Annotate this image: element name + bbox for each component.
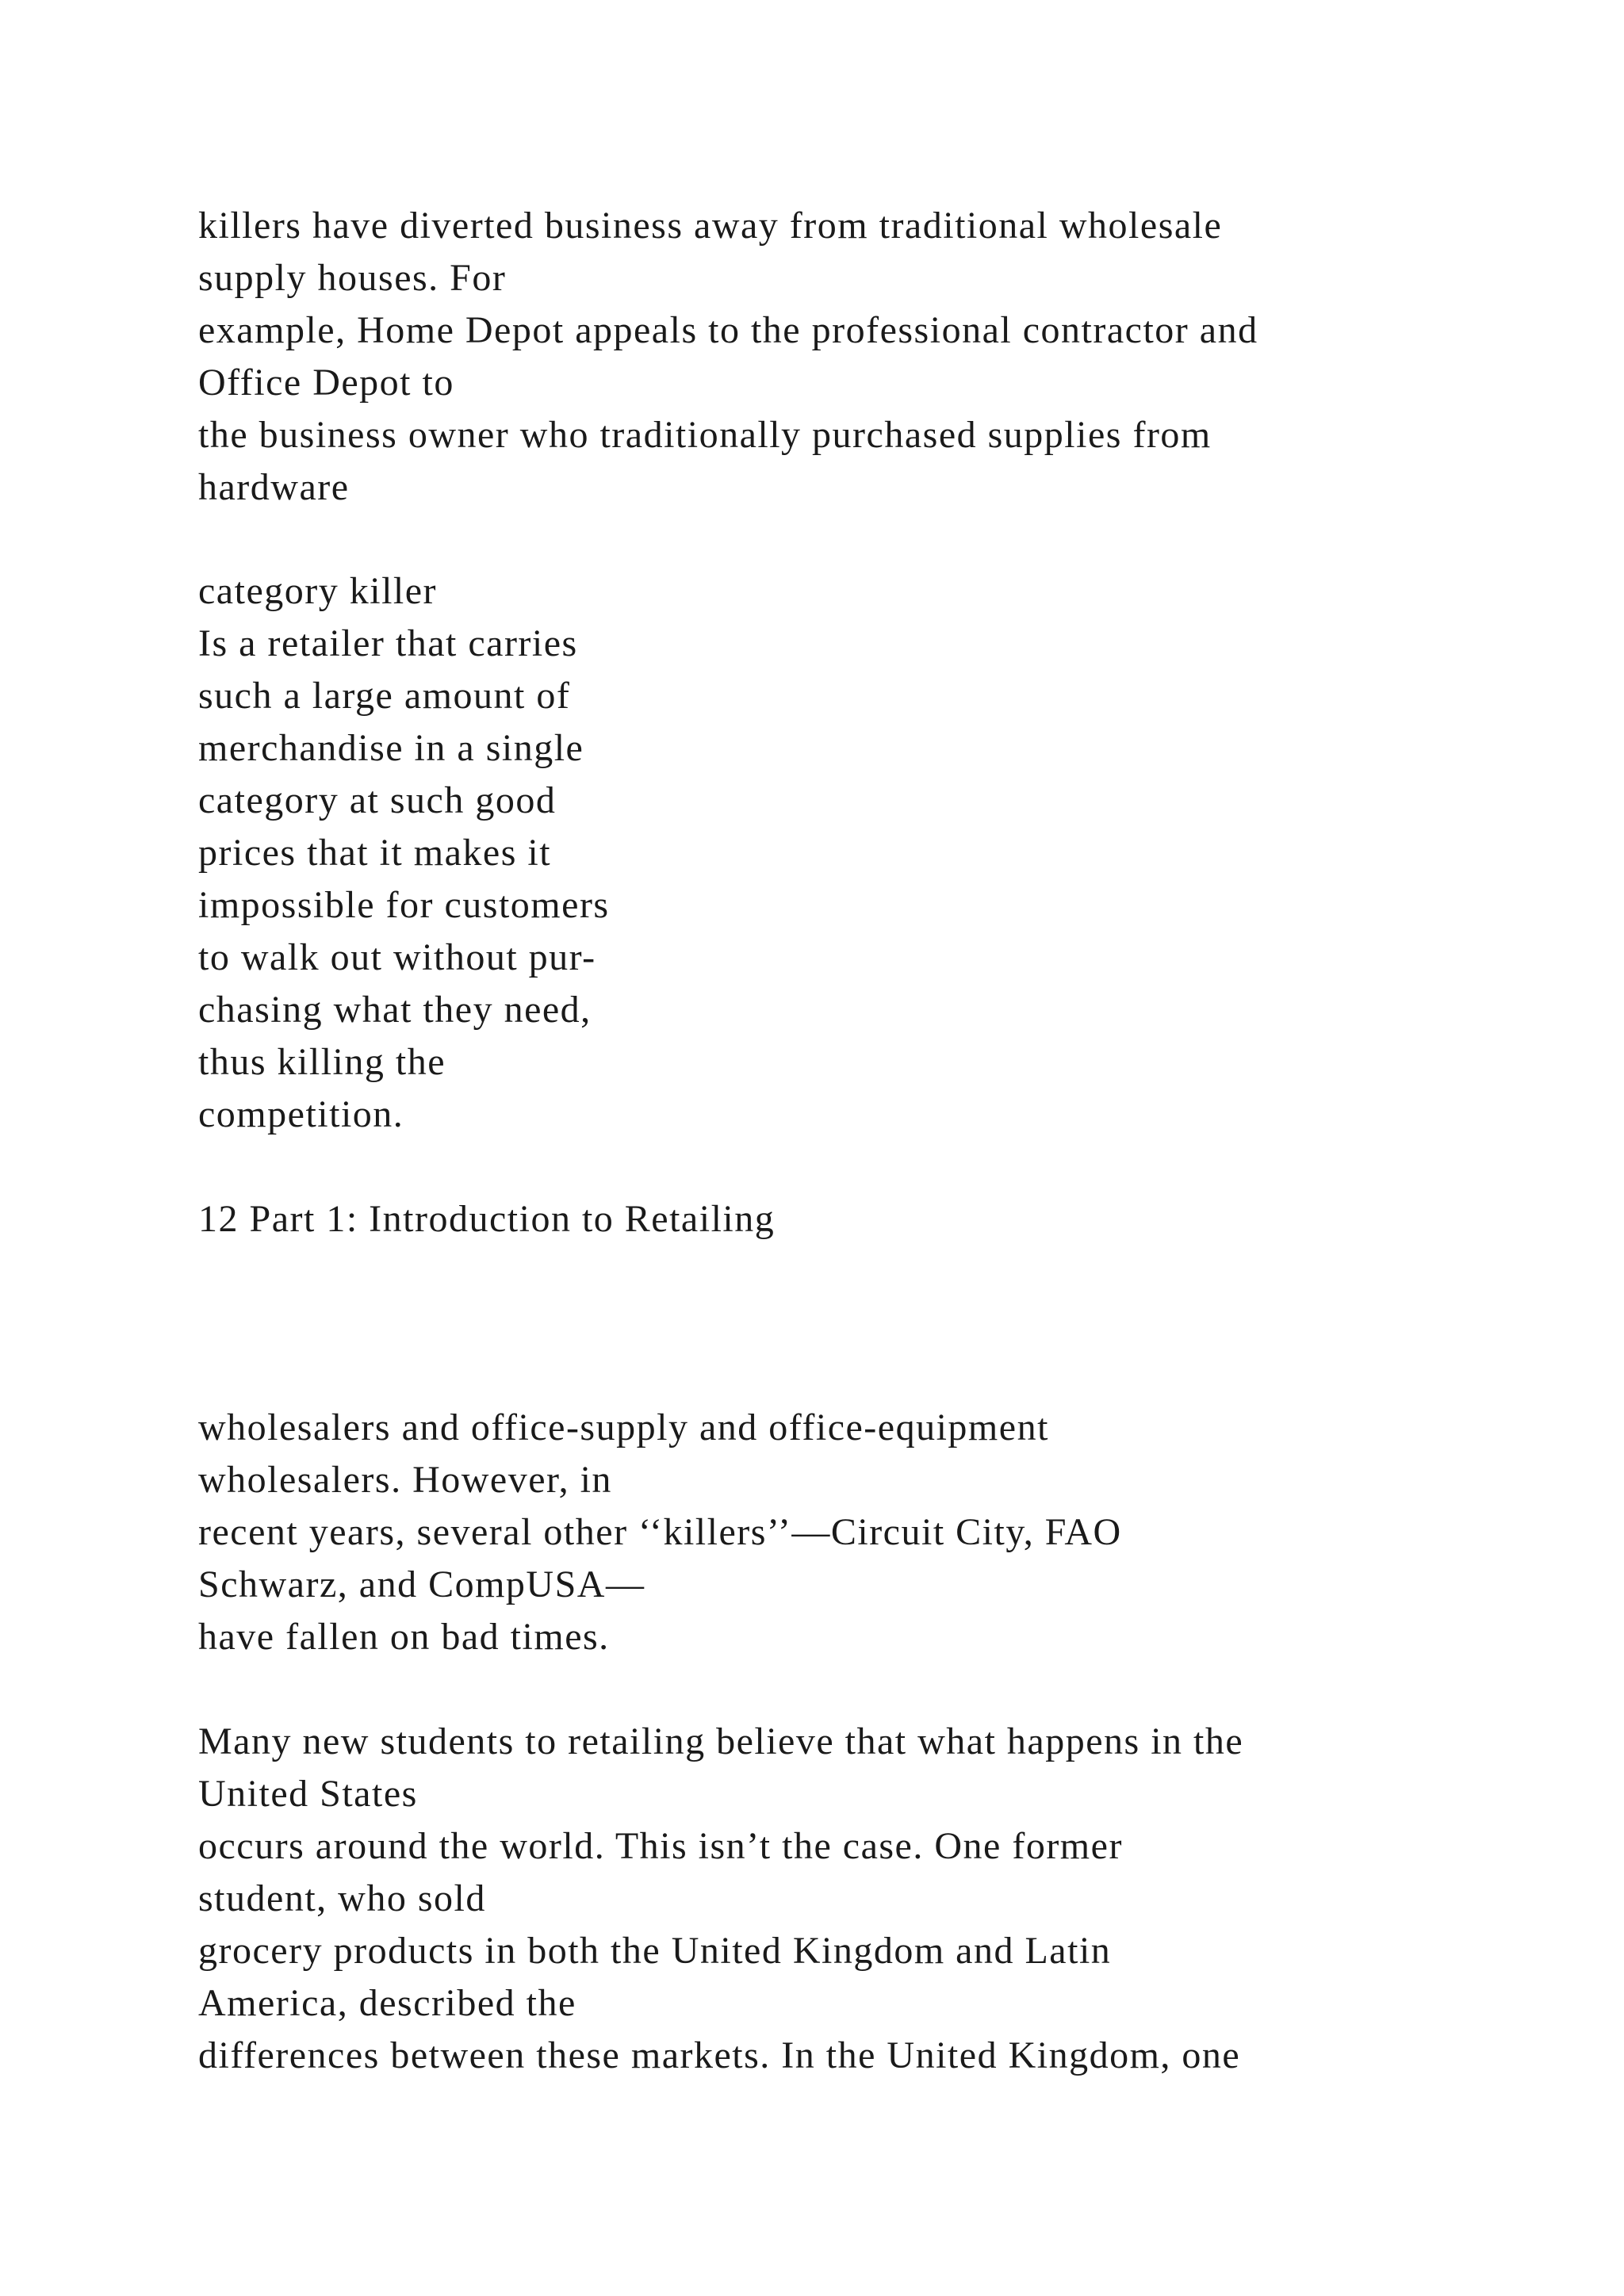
text-line: Office Depot to	[198, 362, 454, 404]
text-line: supply houses. For	[198, 257, 507, 299]
text-line: grocery products in both the United Kingdom and Latin	[198, 1930, 1112, 1972]
sidebar-line: to walk out without pur-	[198, 936, 596, 978]
text-line: have fallen on bad times.	[198, 1616, 610, 1658]
text-line: recent years, several other ‘‘killers’’—Circuit City, FAO	[198, 1511, 1122, 1553]
text-line: Schwarz, and CompUSA—	[198, 1563, 645, 1605]
text-line: occurs around the world. This isn’t the case. One former	[198, 1825, 1123, 1867]
sidebar-term: category killer	[198, 570, 438, 612]
sidebar-line: chasing what they need,	[198, 989, 592, 1031]
sidebar-line: impossible for customers	[198, 884, 610, 926]
text-line: student, who sold	[198, 1877, 486, 1919]
page-footer: 12 Part 1: Introduction to Retailing	[198, 1198, 776, 1240]
sidebar-line: thus killing the	[198, 1041, 446, 1083]
text-line: hardware	[198, 466, 350, 508]
sidebar-line: prices that it makes it	[198, 832, 552, 874]
sidebar-line: such a large amount of	[198, 675, 571, 717]
text-line: Many new students to retailing believe that what happens in the	[198, 1720, 1244, 1762]
sidebar-line: merchandise in a single	[198, 727, 584, 769]
text-line: wholesalers. However, in	[198, 1459, 612, 1501]
text-line: wholesalers and office-supply and office-equipment	[198, 1406, 1049, 1448]
text-line: America, described the	[198, 1982, 576, 2024]
sidebar-line: Is a retailer that carries	[198, 622, 578, 664]
text-line: differences between these markets. In the United Kingdom, one	[198, 2034, 1241, 2076]
text-line: killers have diverted business away from traditional wholesale	[198, 205, 1223, 247]
sidebar-line: competition.	[198, 1093, 404, 1135]
sidebar-line: category at such good	[198, 779, 557, 821]
text-line: United States	[198, 1773, 418, 1815]
text-line: the business owner who traditionally purchased supplies from	[198, 414, 1212, 456]
text-line: example, Home Depot appeals to the professional contractor and	[198, 309, 1258, 351]
